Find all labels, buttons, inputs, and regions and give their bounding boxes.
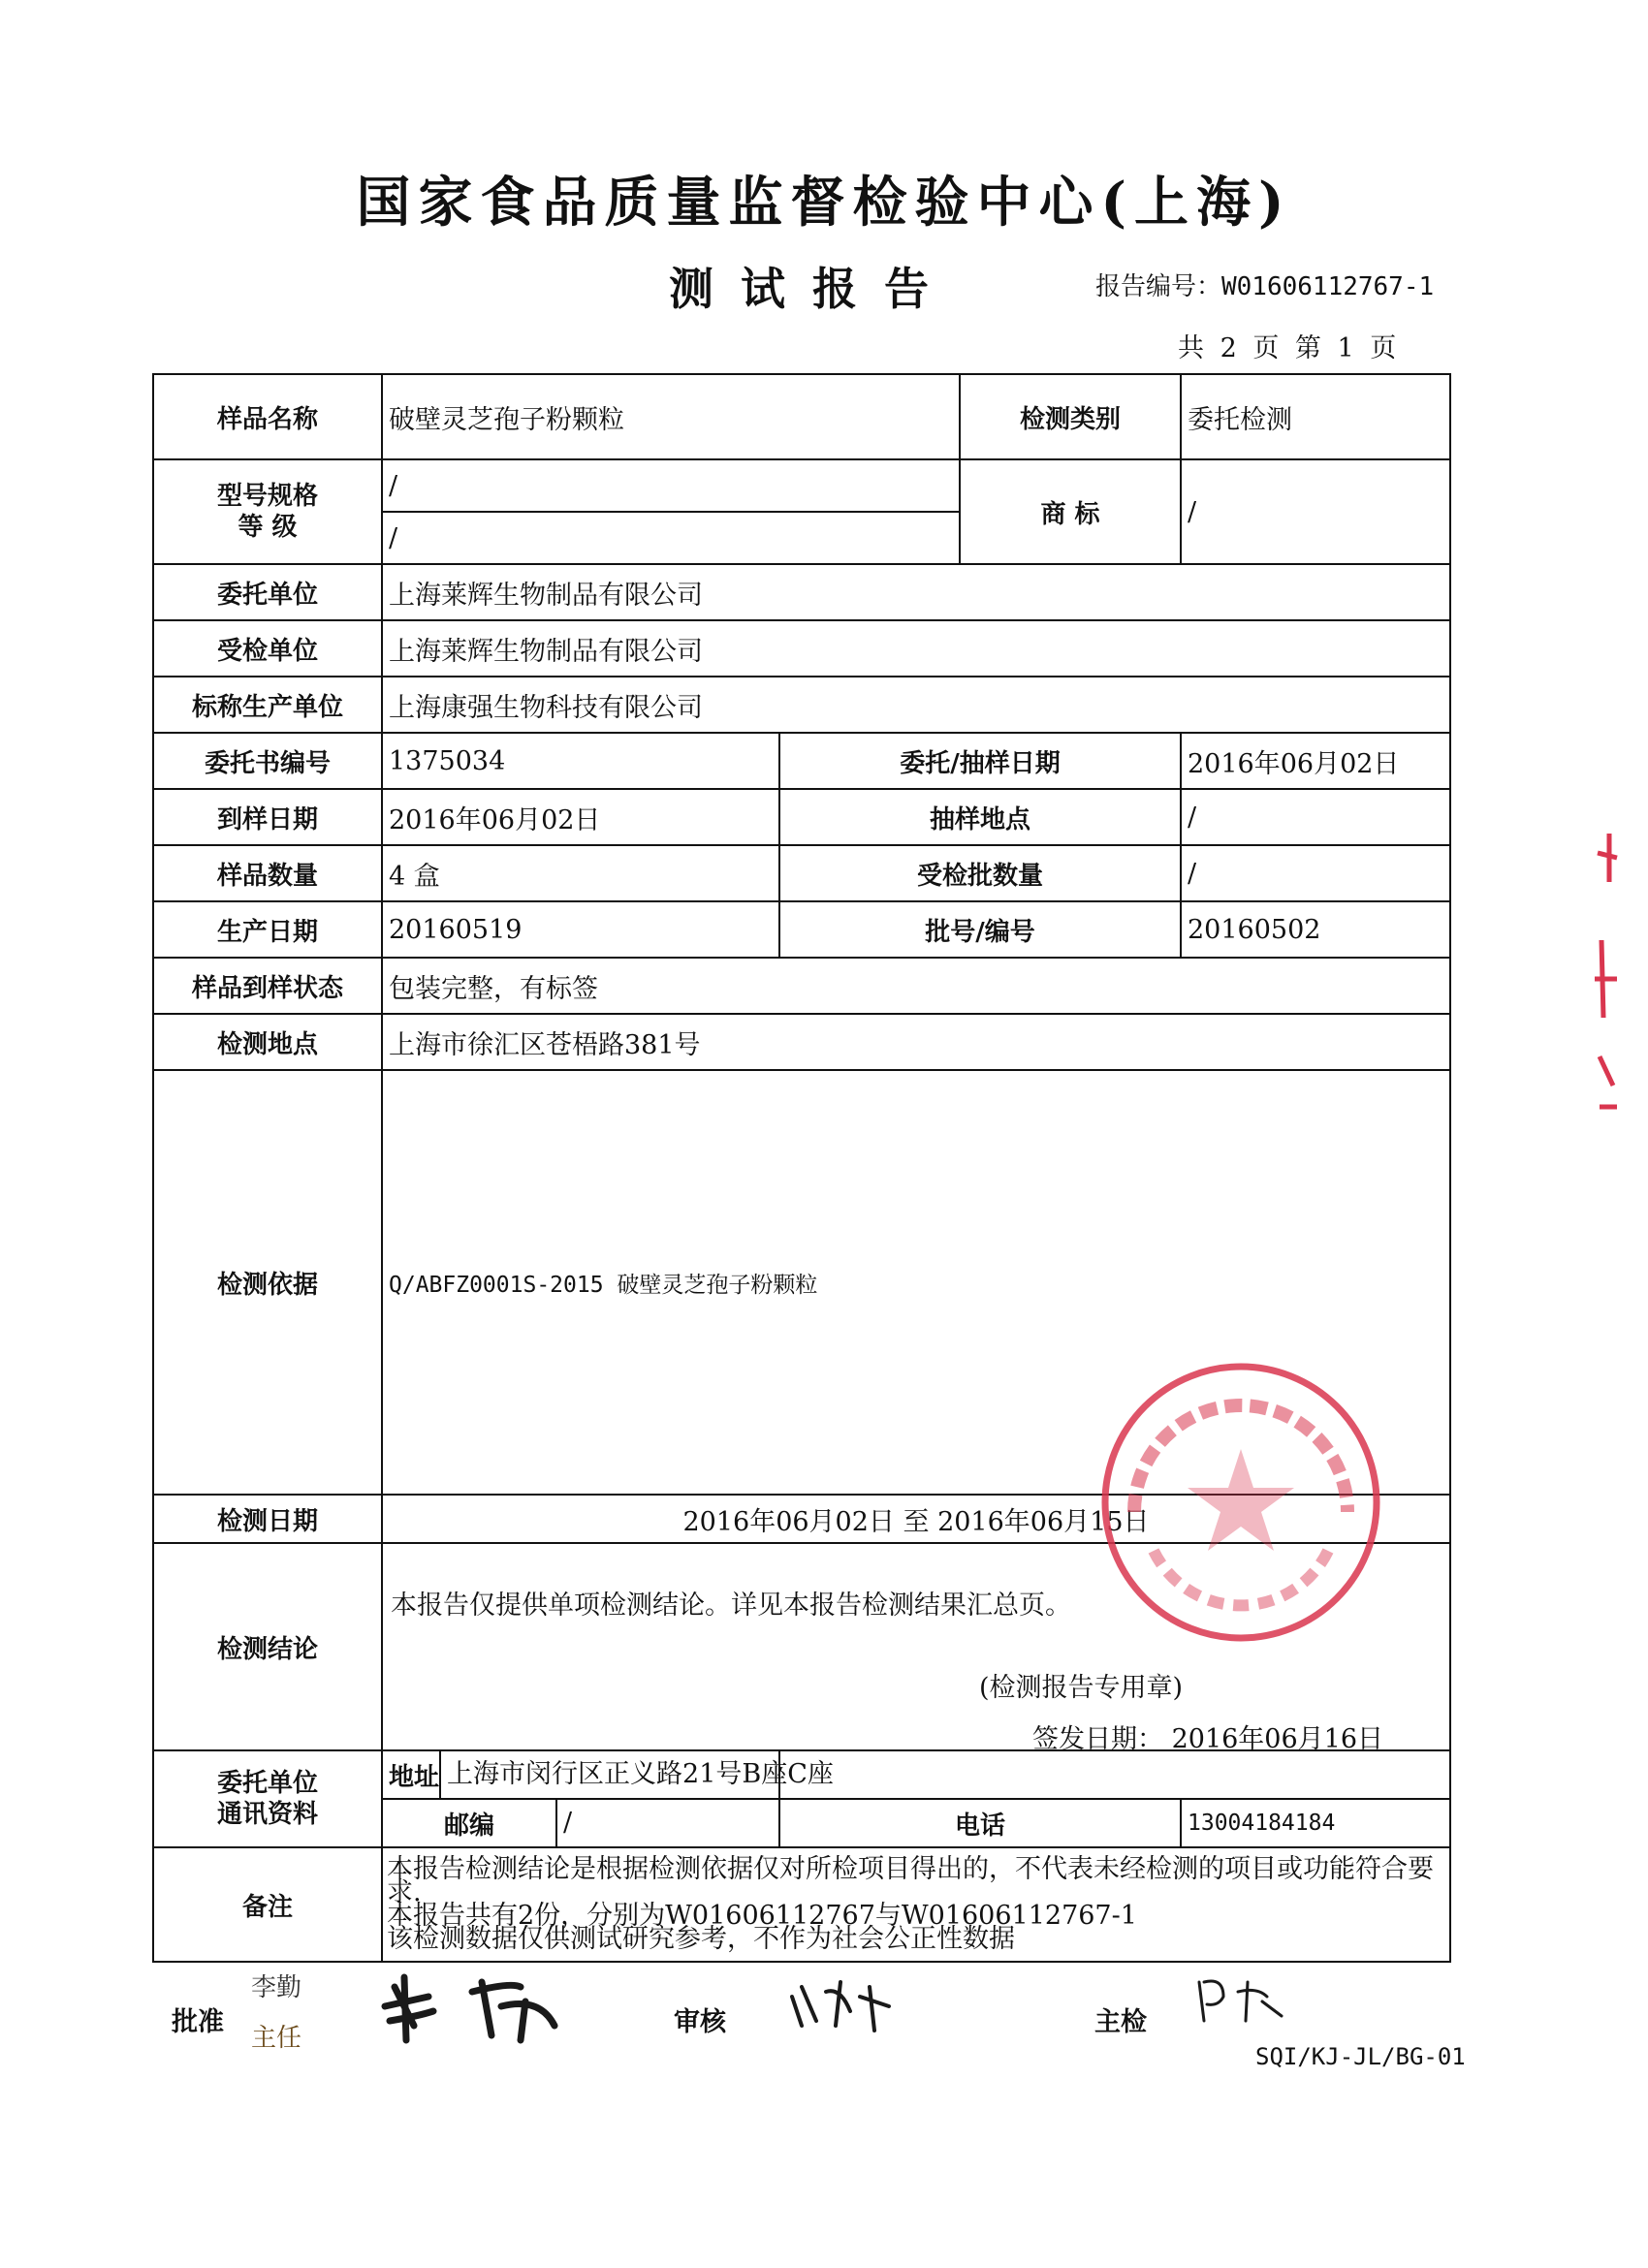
batch-no-label: 批号/编号: [779, 901, 1181, 958]
remarks-label: 备注: [153, 1847, 382, 1962]
grade-value: /: [389, 522, 398, 553]
sample-state-value: 包装完整，有标签: [382, 958, 1450, 1014]
approver-signature: [375, 1968, 685, 2045]
trademark-label: 商 标: [960, 459, 1181, 564]
phone-label: 电话: [779, 1799, 1181, 1847]
remarks-line1: 本报告检测结论是根据检测依据仅对所检项目得出的，不代表未经检测的项目或功能符合要求.: [387, 1854, 1434, 1907]
test-basis-value: Q/ABFZ0001S-2015 破壁灵芝孢子粉颗粒: [382, 1070, 1450, 1495]
approve-label: 批准: [172, 2007, 224, 2037]
test-category-value: 委托检测: [1181, 374, 1450, 459]
phone-value: 13004184184: [1181, 1799, 1450, 1847]
report-table: [152, 373, 1451, 1963]
remarks-value: [382, 1847, 1450, 1962]
report-number: 报告编号：W01606112767-1: [1095, 272, 1435, 301]
page-title: 国家食品质量监督检验中心(上海): [356, 171, 1292, 235]
postcode-label: 邮编: [443, 1811, 494, 1841]
row-remarks: [153, 1847, 1450, 1962]
contact-label: [153, 1750, 382, 1847]
sample-name-label: 样品名称: [153, 374, 382, 459]
trademark-value: /: [1181, 459, 1450, 564]
sample-quantity-label: 样品数量: [153, 845, 382, 901]
seal-note: (检测报告专用章): [979, 1673, 1184, 1703]
contact-label-line1: 委托单位: [216, 1769, 318, 1798]
address-label-text: 地址: [389, 1762, 440, 1792]
sampling-location-value: /: [1181, 789, 1450, 845]
sampling-location-label: 抽样地点: [779, 789, 1181, 845]
conclusion-text: 本报告仅提供单项检测结论。详见本报告检测结果汇总页。: [391, 1591, 1071, 1621]
inspector-signature: [1189, 1968, 1306, 2035]
remarks-line3: 该检测数据仅供测试研究参考，不作为社会公正性数据: [387, 1924, 1015, 1954]
test-location-label: 检测地点: [153, 1014, 382, 1070]
inspected-unit-label: 受检单位: [153, 620, 382, 677]
test-location-value: 上海市徐汇区苍梧路381号: [382, 1014, 1450, 1070]
manufacturer-value: 上海康强生物科技有限公司: [382, 677, 1450, 733]
test-category-label: 检测类别: [960, 374, 1181, 459]
row-test-location: [153, 1014, 1450, 1070]
batch-quantity-label: 受检批数量: [779, 845, 1181, 901]
inspector-label: 主检: [1094, 2007, 1147, 2037]
model-spec-label: [153, 459, 382, 564]
contact-label-line2: 通讯资料: [216, 1800, 318, 1829]
remarks-line2: 本报告共有2份，分别为W01606112767与W01606112767-1: [387, 1901, 1137, 1931]
row-inspected-unit: [153, 620, 1450, 677]
commission-date-label: 委托/抽样日期: [779, 733, 1181, 789]
inspected-unit-value: 上海莱辉生物制品有限公司: [382, 620, 1450, 677]
manufacturer-label: 标称生产单位: [153, 677, 382, 733]
client-value: 上海莱辉生物制品有限公司: [382, 564, 1450, 620]
sample-name-value: 破壁灵芝孢子粉颗粒: [382, 374, 960, 459]
row-model-spec: [153, 459, 1450, 564]
model-spec-value: /: [383, 460, 959, 513]
production-date-label: 生产日期: [153, 901, 382, 958]
row-contact-address: [153, 1750, 1450, 1799]
address-value: 上海市闵行区正义路21号B座C座: [439, 1751, 834, 1798]
test-date-label: 检测日期: [153, 1495, 382, 1543]
row-sample-state: [153, 958, 1450, 1014]
model-spec-values: [382, 459, 960, 564]
address-value-ext: [779, 1750, 1450, 1799]
page-edge-stamp-icon: [1590, 834, 1619, 1115]
test-basis-label: 检测依据: [153, 1070, 382, 1495]
batch-no-value: 20160502: [1181, 901, 1450, 958]
row-sample-name: [153, 374, 1450, 459]
test-date-value: 2016年06月02日 至 2016年06月15日: [382, 1495, 1450, 1543]
batch-quantity-value: /: [1181, 845, 1450, 901]
arrival-date-label: 到样日期: [153, 789, 382, 845]
postcode-cell: [382, 1799, 779, 1847]
commission-date-value: 2016年06月02日: [1181, 733, 1450, 789]
row-manufacturer: [153, 677, 1450, 733]
address-label: [382, 1750, 834, 1799]
approver-name: 李勤: [251, 1973, 302, 2002]
postcode-value: /: [555, 1800, 778, 1846]
production-date-value: 20160519: [382, 901, 779, 958]
review-label: 审核: [674, 2007, 726, 2037]
row-commission: [153, 733, 1450, 789]
sample-state-label: 样品到样状态: [153, 958, 382, 1014]
report-subtitle: 测试报告: [669, 263, 956, 315]
row-client: [153, 564, 1450, 620]
approver-title: 主任: [251, 2024, 302, 2053]
row-production: [153, 901, 1450, 958]
grade-label: 等 级: [238, 513, 298, 542]
reviewer-signature: [782, 1968, 908, 2045]
model-spec-label-line1: 型号规格: [216, 482, 318, 511]
conclusion-label: 检测结论: [153, 1543, 382, 1750]
official-seal-icon: [1095, 1357, 1386, 1648]
commission-no-label: 委托书编号: [153, 733, 382, 789]
row-arrival: [153, 789, 1450, 845]
sample-quantity-value: 4 盒: [382, 845, 779, 901]
arrival-date-value: 2016年06月02日: [382, 789, 779, 845]
commission-no-value: 1375034: [382, 733, 779, 789]
page-info: 共 2 页 第 1 页: [1178, 333, 1401, 363]
issue-date: 签发日期： 2016年06月16日: [1032, 1724, 1384, 1754]
form-code: SQI/KJ-JL/BG-01: [1255, 2043, 1466, 2070]
client-label: 委托单位: [153, 564, 382, 620]
row-quantity: [153, 845, 1450, 901]
